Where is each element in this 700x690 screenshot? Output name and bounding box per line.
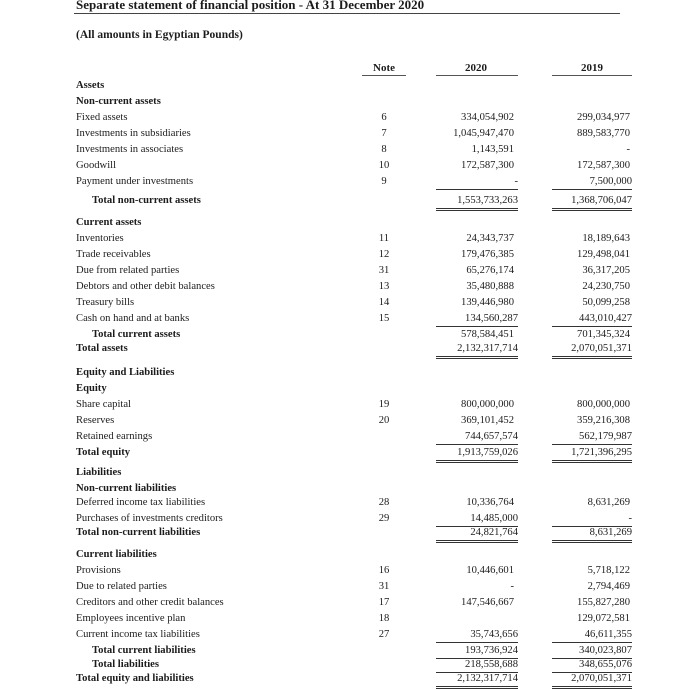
table-row [0, 111, 700, 127]
value-2019: 129,498,041 [577, 249, 630, 260]
row-label: Fixed assets [76, 112, 128, 123]
value-2020: 1,143,591 [471, 144, 514, 155]
row-label: Current income tax liabilities [76, 629, 200, 640]
value-2019: 443,010,427 [552, 312, 632, 327]
value-2020: 2,132,317,714 [436, 672, 518, 689]
table-row [0, 446, 700, 462]
row-label: Total current assets [92, 329, 181, 340]
row-label: Deferred income tax liabilities [76, 497, 206, 508]
table-row [0, 95, 700, 111]
table-row [0, 216, 700, 232]
row-label: Total non-current assets [92, 195, 201, 206]
value-2020: 65,276,174 [466, 265, 514, 276]
row-note: 14 [378, 297, 390, 308]
row-note: 9 [381, 176, 387, 187]
value-2019: 155,827,280 [577, 597, 630, 608]
value-2020: - [510, 581, 514, 592]
row-note: 31 [378, 581, 390, 592]
row-label: Total assets [76, 343, 128, 354]
value-2019: 562,179,987 [552, 430, 632, 445]
row-note: 13 [378, 281, 390, 292]
table-row [0, 596, 700, 612]
value-2020: 35,743,656 [436, 628, 518, 643]
table-row [0, 466, 700, 482]
value-2019: - [626, 144, 630, 155]
value-2019: - [552, 512, 632, 527]
value-2019: 2,794,469 [587, 581, 630, 592]
table-row [0, 398, 700, 414]
row-note: 20 [378, 415, 390, 426]
value-2020: 1,045,947,470 [453, 128, 514, 139]
title-underline [74, 13, 620, 14]
row-note: 10 [378, 160, 390, 171]
value-2020: 2,132,317,714 [436, 342, 518, 359]
row-note: 7 [381, 128, 387, 139]
col-header-2020: 2020 [465, 62, 487, 74]
row-note: 16 [378, 565, 390, 576]
row-label: Inventories [76, 233, 124, 244]
row-label: Trade receivables [76, 249, 151, 260]
col-rule-2019 [552, 75, 632, 76]
value-2020: 800,000,000 [461, 399, 514, 410]
table-row [0, 548, 700, 564]
row-label: Provisions [76, 565, 121, 576]
value-2019: 8,631,269 [587, 497, 630, 508]
value-2019: 299,034,977 [577, 112, 630, 123]
value-2019: 340,023,807 [552, 644, 632, 659]
value-2020: 24,343,737 [466, 233, 514, 244]
row-label: Due from related parties [76, 265, 180, 276]
table-row [0, 296, 700, 312]
row-label: Purchases of investments creditors [76, 513, 223, 524]
row-label: Investments in subsidiaries [76, 128, 191, 139]
table-row [0, 414, 700, 430]
table-row [0, 194, 700, 210]
value-2019: 8,631,269 [552, 526, 632, 543]
col-rule-2020 [436, 75, 518, 76]
value-2020: 578,584,451 [461, 329, 514, 340]
col-header-note: Note [373, 62, 395, 74]
value-2020: 369,101,452 [461, 415, 514, 426]
col-rule-note [362, 75, 406, 76]
row-note: 29 [378, 513, 390, 524]
row-label: Cash on hand and at banks [76, 313, 190, 324]
value-2020: - [436, 175, 518, 190]
value-2019: 1,368,706,047 [552, 194, 632, 211]
row-note: 6 [381, 112, 387, 123]
row-label: Treasury bills [76, 297, 135, 308]
table-row [0, 264, 700, 280]
row-note: 8 [381, 144, 387, 155]
table-row [0, 312, 700, 328]
row-note: 31 [378, 265, 390, 276]
row-note: 17 [378, 597, 390, 608]
value-2020: 35,480,888 [466, 281, 514, 292]
table-row [0, 175, 700, 191]
row-label: Payment under investments [76, 176, 194, 187]
currency-note: (All amounts in Egyptian Pounds) [76, 29, 243, 41]
row-label: Debtors and other debit balances [76, 281, 215, 292]
row-label: Reserves [76, 415, 115, 426]
row-label: Equity [76, 383, 107, 394]
value-2020: 139,446,980 [461, 297, 514, 308]
value-2019: 24,230,750 [582, 281, 630, 292]
row-label: Share capital [76, 399, 132, 410]
table-row [0, 248, 700, 264]
table-row [0, 127, 700, 143]
table-row [0, 496, 700, 512]
value-2019: 2,070,051,371 [552, 342, 632, 359]
value-2020: 744,657,574 [436, 430, 518, 445]
value-2019: 1,721,396,295 [552, 446, 632, 463]
table-row [0, 430, 700, 446]
table-row [0, 628, 700, 644]
table-row [0, 612, 700, 628]
row-note: 28 [378, 497, 390, 508]
value-2020: 10,336,764 [466, 497, 514, 508]
value-2020: 24,821,764 [436, 526, 518, 543]
table-row [0, 342, 700, 358]
row-label: Total equity and liabilities [76, 673, 194, 684]
value-2019: 7,500,000 [552, 175, 632, 190]
value-2019: 50,099,258 [582, 297, 630, 308]
value-2019: 359,216,308 [577, 415, 630, 426]
value-2019: 800,000,000 [577, 399, 630, 410]
value-2020: 10,446,601 [466, 565, 514, 576]
table-row [0, 79, 700, 95]
row-note: 27 [378, 629, 390, 640]
row-label: Retained earnings [76, 431, 153, 442]
row-label: Total current liabilities [92, 645, 196, 656]
row-label: Total equity [76, 447, 131, 458]
table-row [0, 143, 700, 159]
value-2019: 889,583,770 [577, 128, 630, 139]
table-row [0, 232, 700, 248]
statement-title: Separate statement of financial position - At 31 December 2020 [76, 0, 425, 12]
table-row [0, 580, 700, 596]
value-2019: 5,718,122 [587, 565, 630, 576]
row-label: Current assets [76, 217, 142, 228]
table-row [0, 280, 700, 296]
row-label: Assets [76, 80, 105, 91]
row-note: 18 [378, 613, 390, 624]
row-label: Total non-current liabilities [76, 527, 201, 538]
value-2020: 218,558,688 [436, 658, 518, 673]
table-row [0, 366, 700, 382]
value-2019: 36,317,205 [582, 265, 630, 276]
table-row [0, 159, 700, 175]
row-label: Total liabilities [92, 659, 160, 670]
row-note: 12 [378, 249, 390, 260]
value-2020: 147,546,667 [461, 597, 514, 608]
row-note: 19 [378, 399, 390, 410]
value-2019: 129,072,581 [577, 613, 630, 624]
row-label: Due to related parties [76, 581, 167, 592]
row-label: Current liabilities [76, 549, 157, 560]
row-label: Liabilities [76, 467, 122, 478]
table-row [0, 382, 700, 398]
row-label: Creditors and other credit balances [76, 597, 224, 608]
value-2020: 134,560,287 [436, 312, 518, 327]
value-2020: 334,054,902 [461, 112, 514, 123]
value-2019: 2,070,051,371 [552, 672, 632, 689]
value-2020: 1,553,733,263 [436, 194, 518, 211]
value-2020: 14,485,000 [436, 512, 518, 527]
col-header-2019: 2019 [581, 62, 603, 74]
value-2020: 193,736,924 [436, 644, 518, 659]
value-2019: 701,345,324 [577, 329, 630, 340]
row-label: Non-current liabilities [76, 483, 177, 494]
value-2020: 1,913,759,026 [436, 446, 518, 463]
value-2019: 348,655,076 [552, 658, 632, 673]
row-note: 15 [378, 313, 390, 324]
row-note: 11 [378, 233, 390, 244]
row-label: Employees incentive plan [76, 613, 186, 624]
value-2020: 172,587,300 [461, 160, 514, 171]
row-label: Equity and Liabilities [76, 367, 175, 378]
table-row [0, 526, 700, 542]
table-row [0, 564, 700, 580]
value-2019: 18,189,643 [582, 233, 630, 244]
value-2020: 179,476,385 [461, 249, 514, 260]
row-label: Investments in associates [76, 144, 184, 155]
table-row [0, 672, 700, 688]
row-label: Goodwill [76, 160, 117, 171]
value-2019: 46,611,355 [552, 628, 632, 643]
row-label: Non-current assets [76, 96, 161, 107]
value-2019: 172,587,300 [577, 160, 630, 171]
